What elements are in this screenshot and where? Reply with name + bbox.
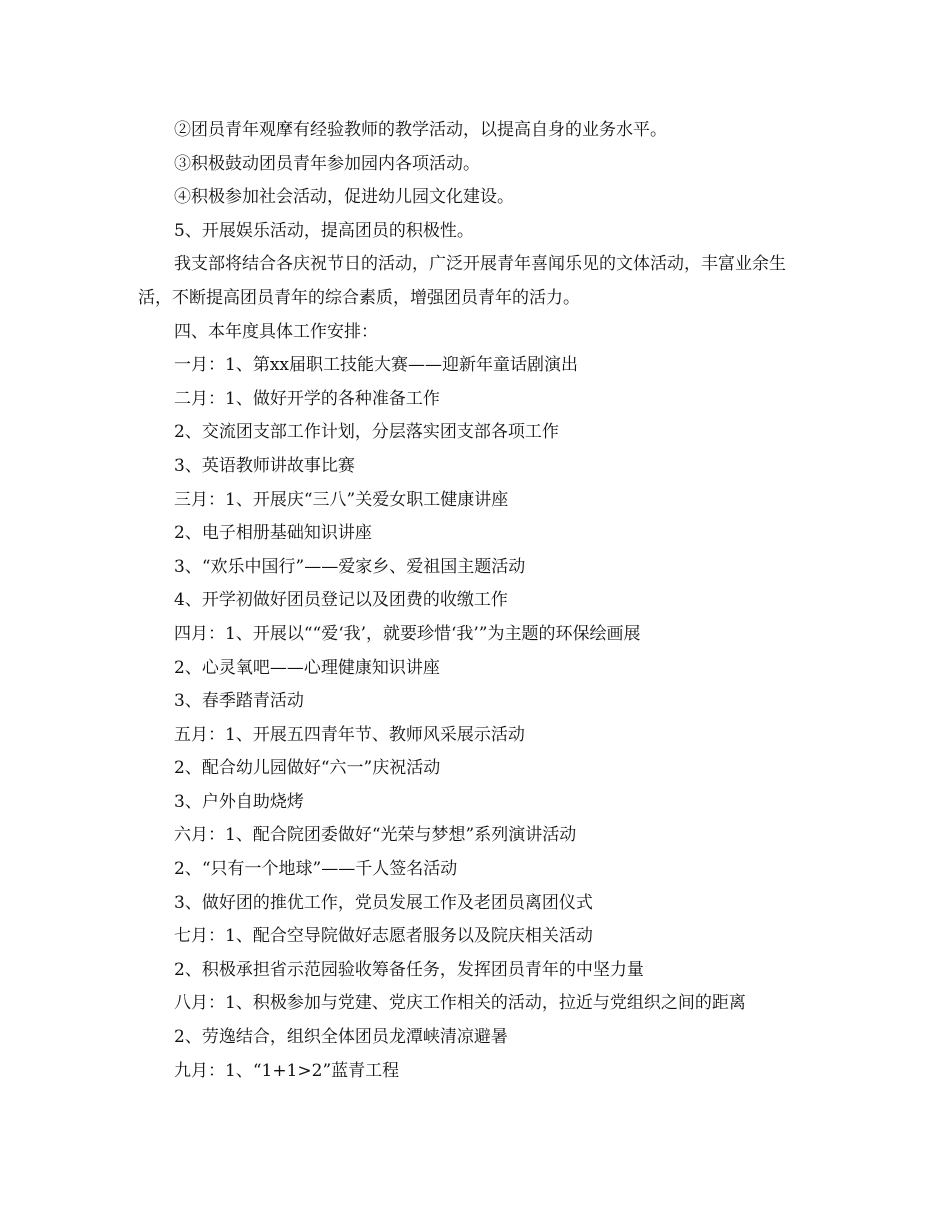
schedule-item: 六月：1、配合院团委做好“光荣与梦想”系列演讲活动 (174, 825, 577, 846)
schedule-item: 2、积极承担省示范园验收筹备任务，发挥团员青年的中坚力量 (174, 959, 644, 980)
schedule-item: 九月：1、“1+1>2”蓝青工程 (174, 1060, 400, 1081)
schedule-item: 三月：1、开展庆“三八”关爱女职工健康讲座 (174, 489, 509, 510)
schedule-item: 3、春季踏青活动 (174, 691, 304, 712)
schedule-item: 2、电子相册基础知识讲座 (174, 523, 372, 544)
paragraph-wrapped: 我支部将结合各庆祝节日的活动，广泛开展青年喜闻乐见的文体活动，丰富业余生活，不断提高团员青年的综合素质，增强团员青年的活力。 (138, 254, 786, 308)
paragraph-line: ②团员青年观摩有经验教师的教学活动，以提高自身的业务水平。 (174, 120, 667, 140)
paragraph-line: 5、开展娱乐活动，提高团员的积极性。 (174, 220, 474, 241)
schedule-item: 2、“只有一个地球”——千人签名活动 (174, 859, 458, 880)
schedule-item: 3、做好团的推优工作，党员发展工作及老团员离团仪式 (174, 892, 593, 913)
section-heading: 四、本年度具体工作安排： (174, 321, 378, 342)
schedule-item: 七月：1、配合空导院做好志愿者服务以及院庆相关活动 (174, 926, 593, 947)
schedule-item: 2、配合幼儿园做好“六一”庆祝活动 (174, 758, 441, 779)
paragraph-line: ④积极参加社会活动，促进幼儿园文化建设。 (174, 187, 514, 208)
schedule-item: 3、英语教师讲故事比赛 (174, 455, 355, 476)
schedule-item: 五月：1、开展五四青年节、教师风采展示活动 (174, 724, 525, 745)
schedule-item: 2、交流团支部工作计划，分层落实团支部各项工作 (174, 422, 559, 443)
paragraph-line: ③积极鼓动团员青年参加园内各项活动。 (174, 153, 480, 174)
schedule-item: 3、户外自助烧烤 (174, 791, 304, 812)
schedule-item: 2、劳逸结合，组织全体团员龙潭峡清凉避暑 (174, 1027, 508, 1048)
schedule-item: 四月：1、开展以““爱‘我’，就要珍惜‘我’”为主题的环保绘画展 (174, 623, 641, 644)
document-body (138, 114, 818, 1088)
schedule-item: 4、开学初做好团员登记以及团费的收缴工作 (174, 590, 508, 611)
schedule-item: 2、心灵氧吧——心理健康知识讲座 (174, 657, 440, 678)
schedule-item: 八月：1、积极参加与党建、党庆工作相关的活动，拉近与党组织之间的距离 (174, 993, 746, 1014)
schedule-item: 3、“欢乐中国行”——爱家乡、爱祖国主题活动 (174, 556, 526, 577)
schedule-item: 二月：1、做好开学的各种准备工作 (174, 388, 440, 409)
schedule-item: 一月：1、第xx届职工技能大赛——迎新年童话剧演出 (174, 355, 578, 376)
